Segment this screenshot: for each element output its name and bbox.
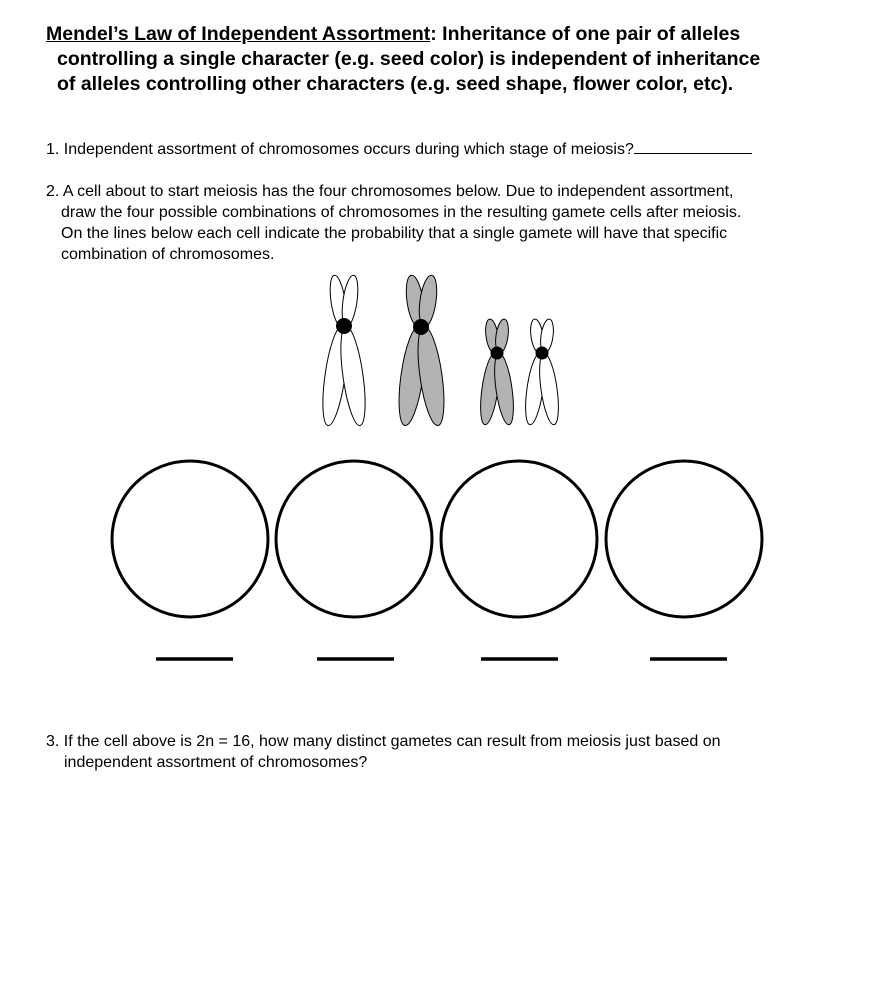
question-1-text: 1. Independent assortment of chromosomes occurs during which stage of meiosis? — [46, 141, 634, 158]
question-2-line-1: 2. A cell about to start meiosis has the four chromosomes below. Due to independent assortment, — [46, 183, 734, 200]
gamete-cell-4[interactable] — [606, 461, 762, 617]
question-2-line-4: combination of chromosomes. — [61, 246, 275, 263]
gamete-cell-1[interactable] — [112, 461, 268, 617]
question-2-line-2: draw the four possible combinations of chromosomes in the resulting gamete cells after meiosis. — [61, 204, 742, 221]
question-2-line-3: On the lines below each cell indicate the probability that a single gamete will have that specific — [61, 225, 728, 242]
gamete-cell-3[interactable] — [441, 461, 597, 617]
question-3-line-2: independent assortment of chromosomes? — [64, 754, 368, 771]
chromosome-large-shaded — [394, 274, 449, 427]
question-3 — [46, 731, 721, 773]
heading-line-2: controlling a single character (e.g. seed color) is independent of inheritance — [57, 48, 761, 70]
chromosome-small-shaded — [477, 318, 517, 425]
heading-line-3: of alleles controlling other characters (e.g. seed shape, flower color, etc). — [57, 73, 734, 95]
gamete-cell-2[interactable] — [276, 461, 432, 617]
question-3-line-1: 3. If the cell above is 2n = 16, how many distinct gametes can result from meiosis just based on — [46, 733, 721, 750]
chromosome-large-unshaded — [318, 274, 370, 427]
heading-line-1-rest: : Inheritance of one pair of alleles — [430, 23, 741, 45]
chromosome-small-unshaded — [522, 318, 562, 425]
law-term: Mendel’s Law of Independent Assortment — [46, 23, 431, 45]
